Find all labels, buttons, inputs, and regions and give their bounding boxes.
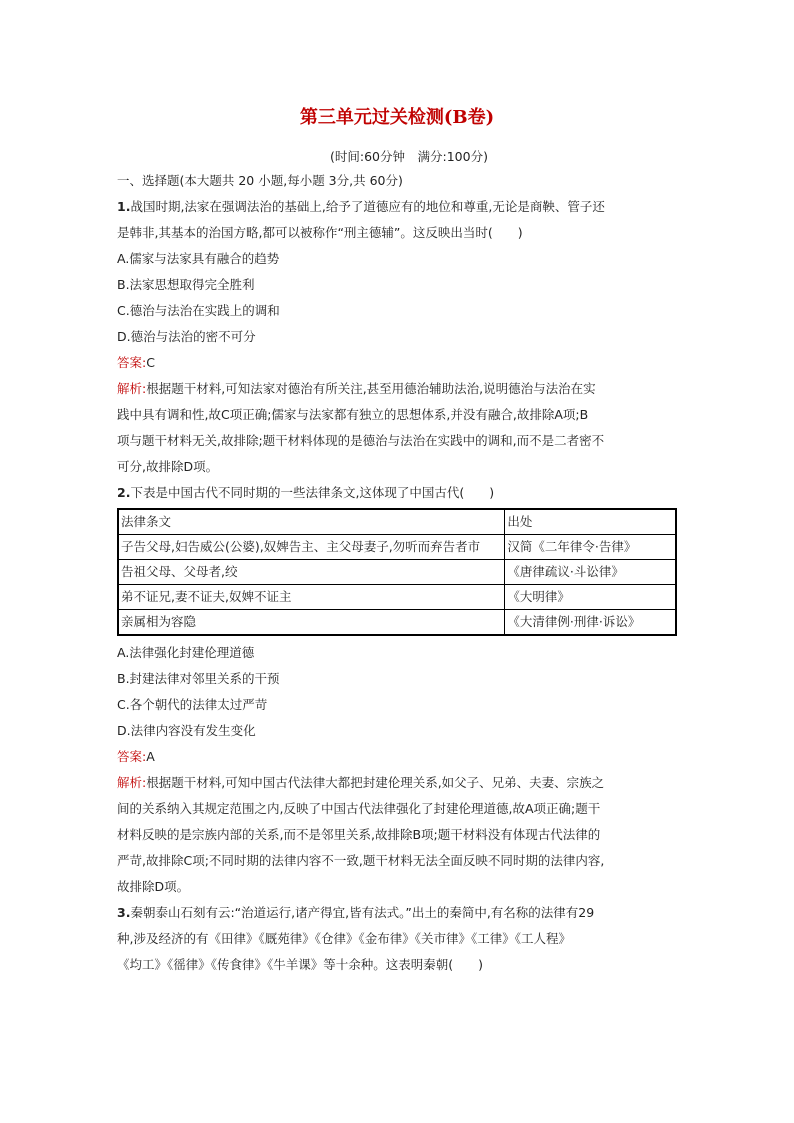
table-cell: 汉简《二年律令·告律》	[505, 535, 676, 560]
option-b: B.封建法律对邻里关系的干预	[117, 671, 280, 686]
section-heading: 一、选择题(本大题共 20 小题,每小题 3分,共 60分)	[117, 173, 403, 188]
analysis-line: 严苛,故排除C项;不同时期的法律内容不一致,题干材料无法全面反映不同时期的法律内容,	[117, 853, 605, 868]
answer-label: 答案:	[117, 749, 147, 764]
table-cell: 《大清律例·刑律·诉讼》	[505, 610, 676, 636]
question-3-stem	[117, 900, 677, 926]
table-header-row	[118, 509, 676, 535]
table-row	[118, 610, 676, 636]
answer-line	[117, 350, 677, 376]
analysis-line: 间的关系纳入其规定范围之内,反映了中国古代法律强化了封建伦理道德,故A项正确;题干	[117, 801, 601, 816]
table-cell: 《唐律疏议·斗讼律》	[505, 560, 676, 585]
question-3-stem-cont: 《均工》《徭律》《传食律》《牛羊课》等十余种。这表明秦朝( )	[117, 957, 484, 972]
exam-time-info: (时间:60分钟 满分:100分)	[330, 149, 488, 164]
option-a: A.法律强化封建伦理道德	[117, 645, 255, 660]
question-2-stem	[117, 480, 677, 506]
option-d: D.德治与法治的密不可分	[117, 329, 256, 344]
law-table	[117, 508, 677, 636]
table-row	[118, 560, 676, 585]
table-cell: 亲属相为容隐	[118, 610, 505, 636]
question-1-stem-cont: 是韩非,其基本的治国方略,都可以被称作“刑主德辅”。这反映出当时( )	[117, 225, 523, 240]
document-page	[117, 104, 677, 978]
option-c: C.各个朝代的法律太过严苛	[117, 697, 268, 712]
question-text: 下表是中国古代不同时期的一些法律条文,这体现了中国古代( )	[130, 485, 495, 500]
answer-line	[117, 744, 677, 770]
answer-value: C	[146, 355, 155, 370]
answer-label: 答案:	[117, 355, 147, 370]
question-number: 3.	[117, 905, 131, 920]
question-3-stem-cont: 种,涉及经济的有《田律》《厩苑律》《仓律》《金布律》《关市律》《工律》《工人程》	[117, 931, 571, 946]
analysis-line: 材料反映的是宗族内部的关系,而不是邻里关系,故排除B项;题干材料没有体现古代法律的	[117, 827, 601, 842]
analysis-text: 根据题干材料,可知中国古代法律大都把封建伦理关系,如父子、兄弟、夫妻、宗族之	[146, 775, 605, 790]
question-text: 秦朝泰山石刻有云:“治道运行,诸产得宜,皆有法式。”出土的秦简中,有名称的法律有29	[130, 905, 595, 920]
option-a: A.儒家与法家具有融合的趋势	[117, 251, 280, 266]
question-1-stem	[117, 194, 677, 220]
table-header-cell: 出处	[505, 509, 676, 535]
analysis-line: 项与题干材料无关,故排除;题干材料体现的是德治与法治在实践中的调和,而不是二者密不	[117, 433, 605, 448]
analysis-line: 践中具有调和性,故C项正确;儒家与法家都有独立的思想体系,并没有融合,故排除A项;B	[117, 407, 589, 422]
table-cell: 子告父母,妇告威公(公婆),奴婢告主、主父母妻子,勿听而弃告者市	[118, 535, 505, 560]
table-row	[118, 585, 676, 610]
analysis-label: 解析:	[117, 381, 147, 396]
table-row	[118, 535, 676, 560]
table-cell: 《大明律》	[505, 585, 676, 610]
table-cell: 告祖父母、父母者,绞	[118, 560, 505, 585]
analysis-label: 解析:	[117, 775, 147, 790]
page-title: 第三单元过关检测(B卷)	[299, 107, 495, 128]
analysis-text: 根据题干材料,可知法家对德治有所关注,甚至用德治辅助法治,说明德治与法治在实	[146, 381, 596, 396]
question-text: 战国时期,法家在强调法治的基础上,给予了道德应有的地位和尊重,无论是商鞅、管子还	[130, 199, 605, 214]
analysis-line	[117, 770, 677, 796]
analysis-line	[117, 376, 677, 402]
question-number: 1.	[117, 199, 131, 214]
answer-value: A	[146, 749, 155, 764]
option-b: B.法家思想取得完全胜利	[117, 277, 255, 292]
question-number: 2.	[117, 485, 131, 500]
table-cell: 弟不证兄,妻不证夫,奴婢不证主	[118, 585, 505, 610]
analysis-line: 可分,故排除D项。	[117, 459, 219, 474]
option-c: C.德治与法治在实践上的调和	[117, 303, 280, 318]
analysis-line: 故排除D项。	[117, 879, 190, 894]
option-d: D.法律内容没有发生变化	[117, 723, 256, 738]
table-header-cell: 法律条文	[118, 509, 505, 535]
